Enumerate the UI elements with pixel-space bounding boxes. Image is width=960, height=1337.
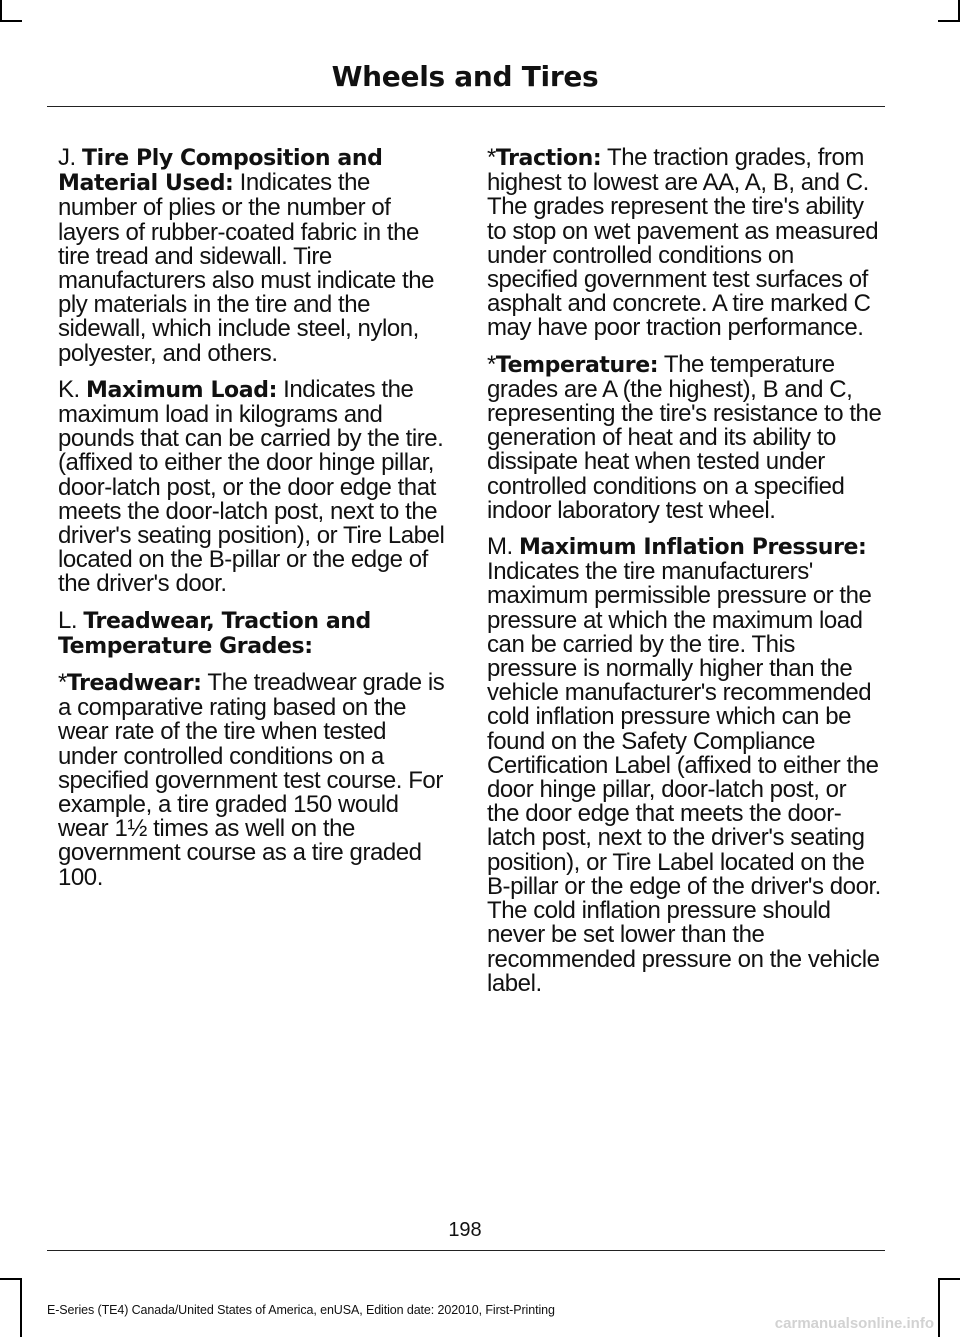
paragraph-text: The temperature grades are A (the highest), B and C, representing the tire's resistance to the generation of heat and its ability to dissipate heat when tested under controlled conditions on a specified indoor laboratory test wheel. bbox=[487, 350, 882, 524]
crop-mark bbox=[938, 1278, 940, 1337]
crop-mark bbox=[0, 0, 2, 22]
paragraph-term: Treadwear: bbox=[66, 671, 202, 697]
crop-mark bbox=[938, 20, 960, 22]
paragraph-text: The traction grades, from highest to lowest are AA, A, B, and C. The grades represent the tire's ability to stop on wet pavement as measured under controlled conditions on specified government test surfaces of asphalt and concrete. A tire marked C may have poor traction performance. bbox=[487, 144, 879, 342]
paragraph-l bbox=[58, 606, 450, 659]
footer-divider bbox=[47, 1250, 885, 1251]
crop-mark bbox=[0, 1278, 22, 1280]
paragraph-text: The treadwear grade is a comparative rating based on the wear rate of the tire when tested under controlled conditions on a specified government test course. For example, a tire graded 150 would wear 1½ times as well on the government course as a tire graded 100. bbox=[58, 669, 445, 891]
page-number: 198 bbox=[448, 1219, 482, 1241]
paragraph-term: Temperature: bbox=[495, 352, 659, 378]
paragraph-prefix: K. bbox=[58, 375, 86, 403]
paragraph-temperature bbox=[487, 350, 882, 524]
paragraph-k bbox=[58, 375, 450, 598]
paragraph-text: Indicates the maximum load in kilograms and pounds that can be carried by the tire. (affixed to either the door hinge pillar, door-latch post, or the door edge that meets the door-latch post, next to the driver's seating position), or Tire Label located on the B-pillar or the edge of the driver's door. bbox=[58, 375, 445, 598]
crop-mark bbox=[938, 1278, 960, 1280]
paragraph-j bbox=[58, 146, 450, 366]
paragraph-prefix: * bbox=[58, 669, 67, 697]
paragraph-text: Indicates the number of plies or the number of layers of rubber-coated fabric in the tire tread and sidewall. Tire manufacturers also must indicate the ply materials in the tire and the sidewall, which include steel, nylon, polyester, and others. bbox=[58, 169, 434, 367]
paragraph-m bbox=[487, 535, 882, 996]
paragraph-prefix: L. bbox=[58, 606, 84, 634]
paragraph-treadwear bbox=[58, 671, 450, 890]
paragraph-term: Treadwear, Traction and Temperature Grades: bbox=[58, 608, 371, 659]
crop-mark bbox=[20, 1278, 22, 1337]
paragraph-prefix: J. bbox=[58, 144, 82, 171]
right-column bbox=[487, 146, 882, 1008]
left-column bbox=[58, 146, 450, 902]
paragraph-term: Tire Ply Composition and Material Used: bbox=[58, 146, 383, 197]
paragraph-term: Maximum Inflation Pressure: bbox=[518, 535, 867, 561]
page-title: Wheels and Tires bbox=[331, 60, 599, 93]
paragraph-text: Indicates the tire manufacturers' maximum permissible pressure or the pressure at which the maximum load can be carried by the tire. This pressure is normally higher than the vehicle manufacturer's recommended cold inflation pressure which can be found on the Safety Compliance Certification Label (affixed to either the door hinge pillar, door-latch post, or the door edge that meets the door-latch post, next to the driver's seating position), or Tire Label located on the B-pillar or the edge of the driver's door. The cold inflation pressure should never be set lower than the recommended pressure on the vehicle label. bbox=[487, 558, 881, 997]
paragraph-prefix: * bbox=[487, 144, 496, 171]
paragraph-term: Traction: bbox=[495, 146, 602, 171]
crop-mark bbox=[0, 20, 22, 22]
edition-info: E-Series (TE4) Canada/United States of America, enUSA, Edition date: 202010, First-Printing bbox=[47, 1303, 555, 1317]
paragraph-term: Maximum Load: bbox=[86, 377, 277, 403]
header-divider bbox=[47, 106, 885, 107]
paragraph-prefix: * bbox=[487, 350, 496, 378]
paragraph-prefix: M. bbox=[487, 533, 519, 561]
paragraph-traction bbox=[487, 146, 882, 341]
watermark: carmanualsonline.info bbox=[774, 1315, 934, 1332]
